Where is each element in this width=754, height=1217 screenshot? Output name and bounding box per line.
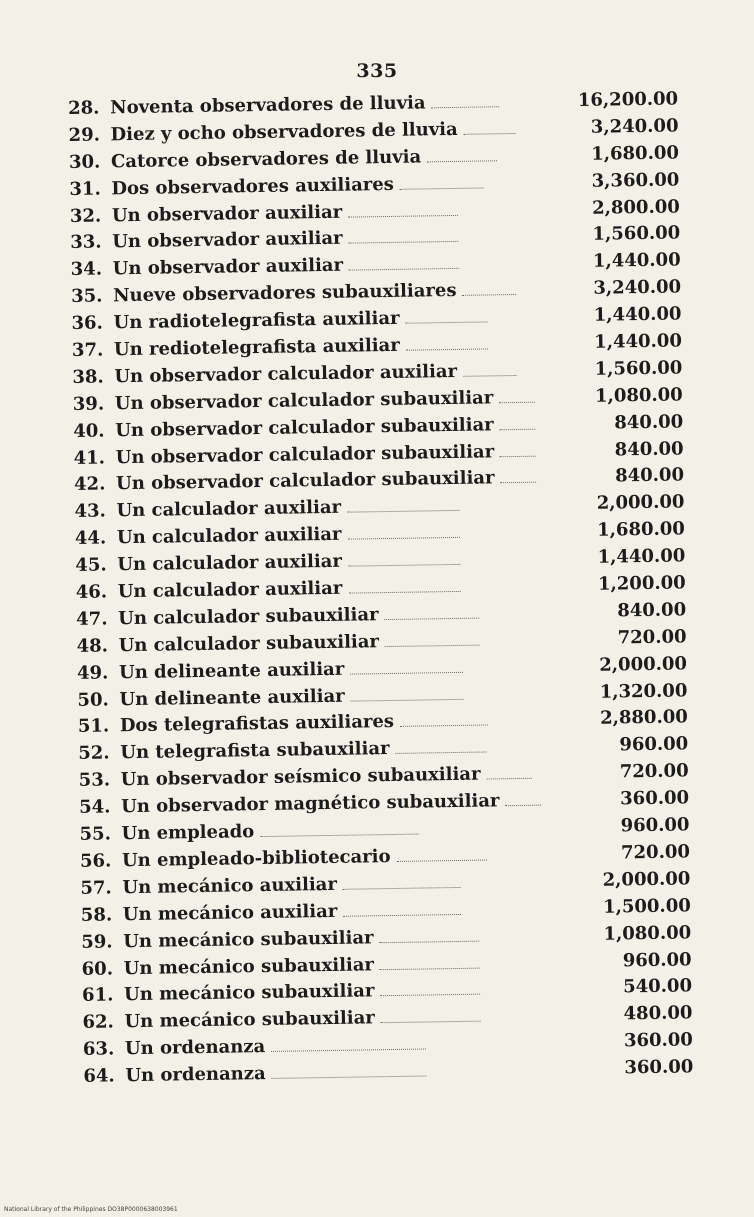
- row-spacer: [540, 778, 585, 779]
- dot-leader: [501, 482, 537, 484]
- row-spacer: [488, 993, 588, 995]
- item-description: Un mecánico subauxiliar: [123, 953, 375, 979]
- dot-leader: [343, 887, 461, 890]
- appropriation-list: [68, 88, 694, 1092]
- item-amount: 960.00: [622, 948, 692, 971]
- item-number: 34.: [70, 258, 103, 281]
- row-spacer: [492, 187, 576, 188]
- dot-leader: [406, 322, 488, 324]
- row-spacer: [468, 536, 581, 538]
- item-number: 60.: [81, 957, 114, 980]
- dot-leader: [349, 268, 459, 271]
- item-description: Un observador auxiliar: [112, 255, 344, 280]
- row-spacer: [471, 671, 583, 673]
- item-amount: 720.00: [619, 760, 689, 783]
- item-amount: 960.00: [620, 814, 690, 837]
- item-amount: 2,000.00: [602, 868, 691, 891]
- item-number: 44.: [74, 527, 107, 550]
- item-amount: 1,500.00: [602, 895, 691, 918]
- item-description: Un observador calculador subauxiliar: [115, 414, 494, 441]
- item-amount: 840.00: [614, 464, 685, 487]
- row-spacer: [544, 456, 580, 457]
- dot-leader: [400, 725, 488, 727]
- row-spacer: [544, 429, 580, 430]
- item-description: Un delineante auxiliar: [119, 685, 345, 710]
- item-amount: 16,200.00: [577, 88, 679, 111]
- dot-leader: [427, 160, 497, 162]
- row-spacer: [543, 402, 579, 403]
- row-spacer: [434, 1047, 589, 1049]
- item-description: Un calculador auxiliar: [116, 497, 342, 522]
- dot-leader: [347, 510, 460, 513]
- item-number: 30.: [68, 151, 101, 173]
- item-number: 39.: [72, 393, 105, 415]
- row-spacer: [427, 832, 586, 834]
- row-spacer: [496, 321, 578, 322]
- item-number: 64.: [83, 1065, 115, 1087]
- dot-leader: [351, 698, 463, 701]
- item-description: Un observador auxiliar: [112, 228, 343, 253]
- item-description: Un empleado: [121, 821, 255, 845]
- item-amount: 1,200.00: [597, 572, 686, 595]
- dot-leader: [380, 940, 480, 943]
- row-spacer: [525, 375, 579, 376]
- item-description: Un observador calculador subauxiliar: [115, 440, 495, 468]
- row-spacer: [466, 214, 576, 216]
- item-number: 49.: [76, 662, 109, 684]
- scan-footer: National Library of the Philippines DO38P0000638003961: [4, 1206, 178, 1213]
- item-amount: 1,440.00: [593, 303, 682, 326]
- row-spacer: [466, 240, 576, 242]
- item-amount: 960.00: [619, 733, 689, 756]
- row-spacer: [494, 751, 584, 752]
- row-spacer: [523, 133, 574, 134]
- dot-leader: [349, 241, 459, 244]
- dot-leader: [272, 1076, 427, 1079]
- item-amount: 1,680.00: [591, 142, 680, 165]
- item-amount: 1,440.00: [594, 330, 683, 353]
- item-number: 41.: [73, 447, 106, 469]
- item-number: 42.: [73, 473, 106, 496]
- item-amount: 480.00: [623, 1002, 693, 1025]
- item-amount: 540.00: [622, 975, 693, 998]
- row-spacer: [487, 617, 582, 618]
- item-amount: 2,880.00: [599, 706, 688, 730]
- item-description: Diez y ocho observadores de lluvia: [110, 118, 458, 146]
- row-spacer: [468, 509, 581, 511]
- row-spacer: [496, 348, 578, 349]
- item-number: 55.: [79, 823, 112, 845]
- dot-leader: [380, 994, 480, 997]
- dot-leader: [348, 537, 461, 540]
- item-number: 45.: [75, 554, 107, 577]
- row-spacer: [467, 267, 577, 269]
- row-spacer: [488, 966, 588, 968]
- item-amount: 840.00: [617, 599, 687, 622]
- item-amount: 360.00: [624, 1056, 694, 1079]
- dot-leader: [343, 914, 461, 917]
- dot-leader: [463, 294, 516, 296]
- item-description: Un mecánico subauxiliar: [123, 926, 374, 952]
- item-amount: 2,000.00: [596, 491, 685, 515]
- row-spacer: [469, 886, 587, 888]
- item-amount: 1,440.00: [592, 249, 681, 273]
- dot-leader: [396, 752, 486, 754]
- dot-leader: [348, 591, 461, 594]
- item-amount: 360.00: [623, 1029, 694, 1052]
- row-spacer: [505, 160, 575, 161]
- item-number: 53.: [78, 769, 111, 792]
- item-number: 59.: [81, 931, 113, 953]
- item-amount: 2,800.00: [591, 195, 680, 219]
- row-spacer: [469, 913, 587, 915]
- item-description: Un calculador subauxiliar: [118, 604, 379, 630]
- dot-leader: [464, 133, 515, 135]
- item-description: Un mecánico auxiliar: [122, 900, 338, 925]
- item-number: 58.: [80, 904, 113, 926]
- dot-leader: [385, 644, 480, 646]
- item-description: Un calculador auxiliar: [117, 577, 343, 603]
- item-amount: 3,360.00: [591, 169, 680, 192]
- item-amount: 1,080.00: [594, 384, 683, 407]
- item-amount: 3,240.00: [593, 276, 682, 300]
- item-number: 54.: [78, 796, 111, 819]
- item-amount: 840.00: [614, 411, 684, 434]
- item-number: 48.: [76, 635, 109, 657]
- item-description: Un delineante auxiliar: [118, 658, 345, 683]
- item-description: Un empleado-bibliotecario: [121, 845, 391, 872]
- item-description: Un telegrafista subauxiliar: [120, 738, 390, 764]
- item-number: 29.: [68, 124, 101, 146]
- row-spacer: [469, 563, 582, 565]
- row-spacer: [471, 698, 583, 700]
- item-number: 50.: [77, 689, 109, 711]
- item-description: Un radiotelegrafista auxiliar: [113, 307, 400, 334]
- item-description: Nueve observadores subauxiliares: [112, 280, 457, 307]
- row-spacer: [489, 1020, 589, 1022]
- dot-leader: [348, 564, 461, 567]
- item-number: 38.: [72, 366, 104, 388]
- dot-leader: [400, 187, 484, 189]
- dot-leader: [499, 401, 535, 403]
- item-description: Dos telegrafistas auxiliares: [119, 711, 395, 737]
- item-amount: 1,560.00: [592, 222, 681, 246]
- item-number: 40.: [73, 420, 105, 442]
- item-description: Un calculador auxiliar: [116, 524, 342, 549]
- item-description: Un observador calculador subauxiliar: [114, 387, 494, 415]
- dot-leader: [271, 1049, 426, 1052]
- item-description: Catorce observadores de lluvia: [110, 146, 422, 173]
- page-number: 335: [356, 60, 398, 82]
- item-amount: 1,440.00: [597, 545, 686, 568]
- dot-leader: [350, 672, 462, 675]
- item-description: Un mecánico subauxiliar: [123, 980, 375, 1006]
- row-spacer: [507, 106, 574, 107]
- item-description: Un observador calculador auxiliar: [114, 360, 458, 388]
- row-spacer: [488, 644, 583, 645]
- item-description: Un observador auxiliar: [111, 201, 343, 226]
- item-description: Un ordenanza: [124, 1036, 266, 1060]
- item-number: 46.: [75, 581, 108, 603]
- item-amount: 840.00: [614, 437, 684, 461]
- item-amount: 2,000.00: [599, 653, 688, 676]
- dot-leader: [385, 618, 480, 620]
- row-spacer: [469, 590, 582, 592]
- item-description: Un mecánico subauxiliar: [124, 1007, 375, 1033]
- item-description: Un observador magnético subauxiliar: [120, 790, 500, 818]
- dot-leader: [380, 967, 480, 970]
- dot-leader: [260, 834, 419, 837]
- item-number: 32.: [69, 205, 102, 227]
- dot-leader: [381, 1021, 481, 1024]
- item-number: 35.: [70, 285, 103, 308]
- item-description: Un calculador subauxiliar: [118, 630, 380, 657]
- item-number: 61.: [81, 984, 114, 1007]
- dot-leader: [463, 375, 517, 377]
- item-description: Un observador calculador subauxiliar: [115, 467, 495, 495]
- item-number: 56.: [79, 850, 112, 872]
- item-number: 31.: [69, 178, 101, 200]
- dot-leader: [500, 455, 536, 457]
- item-number: 43.: [74, 500, 106, 523]
- row-spacer: [544, 482, 580, 483]
- row-spacer: [496, 724, 584, 725]
- item-description: Un rediotelegrafista auxiliar: [113, 334, 400, 361]
- item-number: 33.: [70, 231, 102, 254]
- item-number: 57.: [80, 877, 112, 899]
- item-description: Noventa observadores de lluvia: [109, 92, 426, 119]
- item-amount: 360.00: [620, 787, 690, 810]
- item-number: 51.: [77, 715, 110, 738]
- item-number: 52.: [78, 742, 110, 765]
- item-amount: 720.00: [617, 626, 687, 649]
- item-number: 37.: [71, 339, 104, 361]
- item-description: Un mecánico auxiliar: [122, 873, 338, 899]
- item-amount: 1,680.00: [597, 518, 686, 541]
- row-spacer: [487, 940, 587, 942]
- row-spacer: [524, 294, 577, 295]
- dot-leader: [348, 214, 458, 217]
- item-number: 36.: [71, 312, 104, 335]
- item-description: Dos observadores auxiliares: [111, 173, 395, 199]
- item-number: 47.: [76, 608, 108, 630]
- dot-leader: [432, 106, 499, 108]
- item-amount: 1,320.00: [599, 679, 688, 703]
- row-spacer: [549, 805, 585, 806]
- item-number: 62.: [82, 1011, 115, 1034]
- item-amount: 720.00: [620, 841, 691, 864]
- item-description: Un calculador auxiliar: [117, 550, 343, 576]
- item-amount: 1,080.00: [603, 921, 692, 945]
- dot-leader: [406, 348, 488, 350]
- dot-leader: [506, 805, 542, 807]
- item-amount: 1,560.00: [594, 357, 683, 380]
- item-amount: 3,240.00: [590, 115, 679, 138]
- item-number: 63.: [82, 1038, 115, 1061]
- row-spacer: [435, 1074, 590, 1076]
- item-number: 28.: [68, 97, 100, 119]
- dot-leader: [500, 428, 536, 430]
- dot-leader: [487, 778, 532, 780]
- row-spacer: [495, 859, 586, 860]
- item-description: Un ordenanza: [125, 1063, 266, 1087]
- item-description: Un observador seísmico subauxiliar: [120, 763, 481, 791]
- dot-leader: [397, 859, 488, 861]
